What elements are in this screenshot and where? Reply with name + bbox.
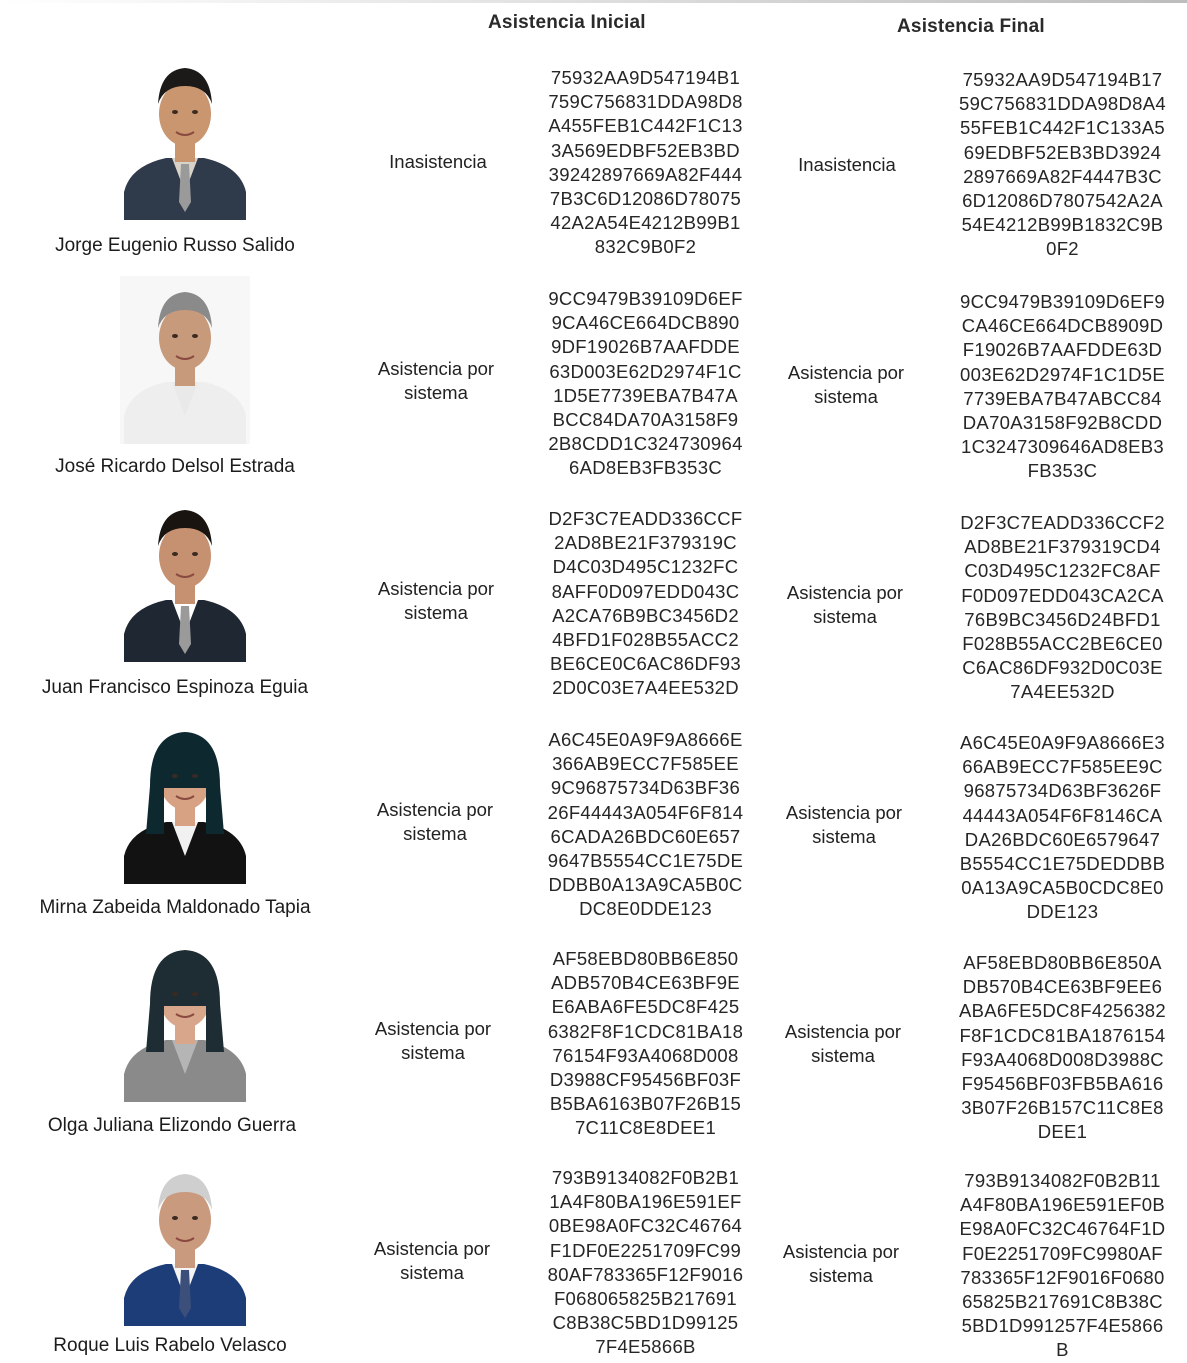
hash-final [935,951,1187,1145]
hash-line: 96875734D63BF3626F [963,780,1162,802]
hash-line: 9CC9479B39109D6EF9 [960,291,1165,312]
hash-line: DEE1 [1037,1121,1088,1143]
hash-line: C8B38C5BD1D99125 [552,1312,739,1334]
hash-line: 54E4212B99B1832C9B [961,214,1164,236]
member-photo [120,1158,250,1326]
status-initial: Inasistencia [389,151,487,172]
header-asistencia-inicial: Asistencia Inicial [488,12,646,33]
status-final: Asistencia por sistema [785,802,903,847]
member-photo [120,276,250,444]
member-name: Mirna Zabeida Maldonado Tapia [39,897,311,918]
member-photo [120,716,250,884]
hash-line: F0D097EDD043CA2CA [961,584,1164,606]
status-initial: Asistencia por sistema [377,358,495,403]
status-initial: Asistencia por sistema [374,1018,492,1063]
hash-line: F1DF0E2251709FC99 [549,1239,742,1261]
hash-line: 9C96875734D63BF36 [550,777,741,799]
header-asistencia-final: Asistencia Final [897,16,1045,37]
hash-line: 75932AA9D547194B1 [550,67,741,88]
status-initial: Asistencia por sistema [376,799,494,844]
member-name: Olga Juliana Elizondo Guerra [47,1115,297,1136]
hash-line: 2B8CDD1C324730964 [548,433,743,455]
hash-line: E6ABA6FE5DC8F425 [551,996,740,1018]
hash-line: 8AFF0D097EDD043C [551,580,740,602]
hash-line: F95456BF03FB5BA616 [961,1072,1164,1094]
member-name: Juan Francisco Espinoza Eguia [41,677,309,698]
hash-line: A6C45E0A9F9A8666E [548,729,743,750]
hash-line: C6AC86DF932D0C03E [962,657,1163,679]
hash-line: 75932AA9D547194B17 [962,69,1163,90]
hash-line: 832C9B0F2 [594,236,697,258]
hash-line: D2F3C7EADD336CCF [548,508,743,529]
hash-line: 5BD1D991257F4E5866 [961,1315,1164,1337]
hash-line: F028B55ACC2BE6CE0 [962,632,1163,654]
hash-line: D4C03D495C1232FC [552,556,739,578]
hash-line: CA46CE664DCB8909D [961,315,1164,337]
hash-line: DC8E0DDE123 [579,898,712,920]
hash-line: B5BA6163B07F26B15 [549,1093,742,1115]
hash-line: B [1056,1339,1069,1361]
status-final: Asistencia por sistema [782,1241,900,1286]
hash-line: F8F1CDC81BA1876154 [959,1024,1166,1046]
hash-line: 66AB9ECC7F585EE9C [962,756,1163,778]
hash-line: DB570B4CE63BF9EE6 [962,976,1163,998]
hash-line: ADB570B4CE63BF9E [551,972,740,994]
hash-line: 6AD8EB3FB353C [568,457,722,479]
hash-line: 2897669A82F4447B3C [963,165,1162,187]
hash-line: 63D003E62D2974F1C [549,360,742,382]
hash-line: 44443A054F6F8146CA [962,804,1163,826]
status-initial: Asistencia por sistema [377,578,495,623]
hash-line: D2F3C7EADD336CCF2 [960,512,1165,533]
hash-line: 76154F93A4068D008 [552,1044,739,1066]
hash-line: 1D5E7739EBA7B47A [553,384,738,406]
hash-line: AD8BE21F379319CD4 [964,536,1161,558]
hash-line: 0A13A9CA5B0CDC8E0 [961,877,1164,899]
hash-line: FB353C [1027,460,1098,482]
hash-initial [518,287,773,481]
hash-line: 9DF19026B7AAFDDE [551,336,740,358]
hash-line: 7F4E5866B [595,1336,696,1358]
hash-line: 80AF783365F12F9016 [547,1263,744,1285]
hash-line: 793B9134082F0B2B1 [551,1167,740,1188]
hash-initial [518,1166,773,1360]
hash-line: ABA6FE5DC8F4256382 [959,1000,1166,1022]
hash-line: B5554CC1E75DEDDBB [959,852,1166,874]
hash-line: 0F2 [1046,238,1079,260]
hash-line: DDBB0A13A9CA5B0C [548,874,743,896]
hash-line: DA26BDC60E6579647 [964,828,1161,850]
hash-line: 6382F8F1CDC81BA18 [547,1020,744,1042]
hash-line: A455FEB1C442F1C13 [548,115,743,137]
hash-final [935,290,1187,484]
hash-line: AF58EBD80BB6E850 [552,948,739,969]
hash-final [935,1169,1187,1363]
hash-line: 42A2A54E4212B99B1 [550,212,741,234]
hash-line: 69EDBF52EB3BD3924 [963,141,1162,163]
hash-line: 26F44443A054F6F814 [547,801,744,823]
hash-final [935,511,1187,705]
hash-line: 003E62D2974F1C1D5E [960,363,1165,385]
status-final: Asistencia por sistema [787,362,905,407]
hash-line: F068065825B217691 [553,1287,738,1309]
hash-line: 6CADA26BDC60E657 [550,825,741,847]
hash-line: 7B3C6D12086D78075 [549,187,742,209]
member-photo [120,494,250,662]
hash-line: 4BFD1F028B55ACC2 [552,628,739,650]
hash-line: 76B9BC3456D24BFD1 [964,608,1161,630]
hash-line: DDE123 [1026,901,1099,923]
hash-line: 0BE98A0FC32C46764 [548,1215,743,1237]
hash-initial [518,728,773,922]
status-initial: Asistencia por sistema [373,1238,491,1283]
hash-line: BCC84DA70A3158F9 [552,408,739,430]
member-name: Roque Luis Rabelo Velasco [53,1335,287,1356]
hash-final [935,731,1187,925]
hash-line: 9CA46CE664DCB890 [551,312,740,334]
status-final: Asistencia por sistema [784,1021,902,1066]
hash-line: 1C3247309646AD8EB3 [961,436,1164,458]
hash-line: F0E2251709FC9980AF [962,1242,1163,1264]
hash-line: 3B07F26B157C11C8E8 [961,1097,1164,1119]
hash-initial [518,507,773,701]
hash-line: BE6CE0C6AC86DF93 [550,653,741,675]
hash-line: A6C45E0A9F9A8666E3 [960,732,1165,753]
member-photo [120,934,250,1102]
hash-line: 55FEB1C442F1C133A5 [960,117,1165,139]
hash-line: 6D12086D7807542A2A [962,189,1163,211]
hash-line: 783365F12F9016F0680 [960,1266,1165,1288]
hash-line: 366AB9ECC7F585EE [552,753,739,775]
hash-line: 1A4F80BA196E591EF [549,1191,742,1213]
hash-line: 7C11C8E8DEE1 [574,1117,717,1139]
hash-initial [518,947,773,1141]
hash-line: AF58EBD80BB6E850A [963,952,1162,973]
hash-line: 7A4EE532D [1010,681,1115,703]
hash-line: 59C756831DDA98D8A4 [959,93,1166,115]
hash-line: 9647B5554CC1E75DE [547,849,744,871]
hash-line: C03D495C1232FC8AF [964,560,1161,582]
hash-line: A4F80BA196E591EF0B [960,1194,1165,1216]
hash-line: F19026B7AAFDDE63D [962,339,1163,361]
hash-line: 9CC9479B39109D6EF [548,288,743,309]
hash-line: 793B9134082F0B2B11 [964,1170,1161,1191]
member-name: José Ricardo Delsol Estrada [55,456,295,477]
member-name: Jorge Eugenio Russo Salido [55,235,295,256]
hash-line: D3988CF95456BF03F [549,1068,742,1090]
hash-line: 65825B217691C8B38C [962,1290,1163,1312]
status-final: Asistencia por sistema [786,582,904,627]
hash-line: 39242897669A82F444 [548,163,743,185]
hash-line: DA70A3158F92B8CDD [962,411,1163,433]
hash-line: E98A0FC32C46764F1D [959,1218,1166,1240]
hash-line: 2AD8BE21F379319C [554,532,737,554]
hash-line: 759C756831DDA98D8 [548,91,743,113]
hash-line: 3A569EDBF52EB3BD [551,139,740,161]
hash-line: A2CA76B9BC3456D2 [552,604,739,626]
hash-line: 2D0C03E7A4EE532D [552,677,739,699]
status-final: Inasistencia [798,154,896,175]
hash-line: 7739EBA7B47ABCC84 [963,387,1162,409]
hash-line: F93A4068D008D3988C [961,1048,1164,1070]
